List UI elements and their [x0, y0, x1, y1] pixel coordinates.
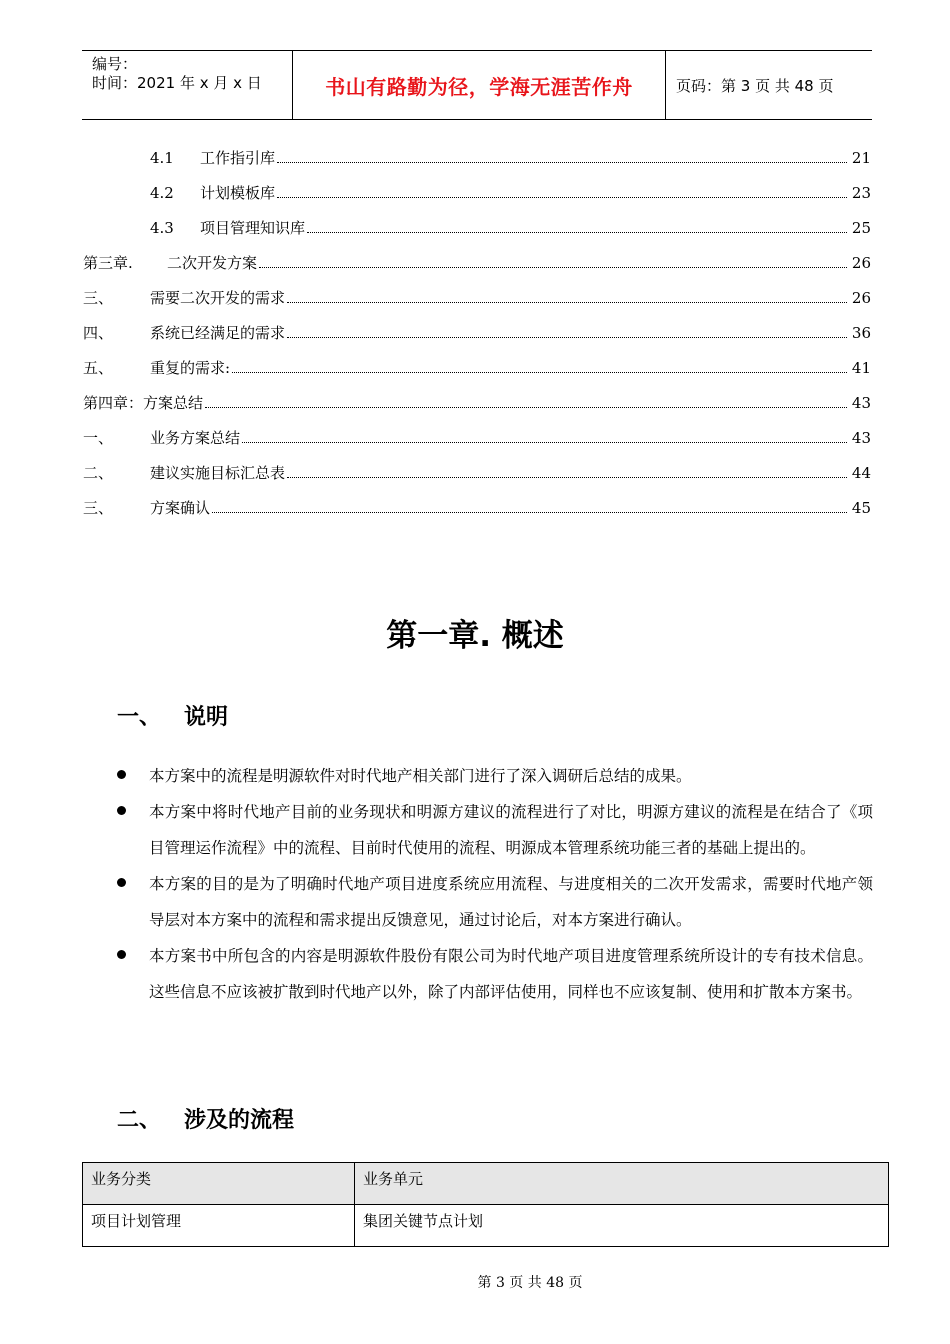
toc-leader — [287, 465, 847, 478]
toc-leader — [212, 500, 847, 513]
toc-entry[interactable] — [83, 322, 871, 344]
toc-title: 计划模板库 — [200, 184, 276, 202]
list-item-text: 本方案书中所包含的内容是明源软件股份有限公司为时代地产项目进度管理系统所设计的专有技术信息。这些信息不应该被扩散到时代地产以外，除了内部评估使用，同样也不应该复制、使用和扩散本方案书。 — [149, 947, 873, 1001]
header-time: 时间：2021 年 x 月 x 日 — [92, 74, 262, 92]
toc-page: 43 — [851, 429, 871, 447]
toc-title: 重复的需求: — [150, 359, 231, 377]
toc-number: 4.2 — [150, 184, 174, 202]
toc-title: 方案确认 — [150, 499, 211, 517]
bullet-icon — [117, 758, 149, 794]
toc-title: 系统已经满足的需求 — [150, 324, 286, 342]
toc-entry[interactable] — [83, 427, 871, 449]
list-item — [117, 866, 873, 938]
toc-entry[interactable] — [83, 497, 871, 519]
toc-entry[interactable] — [83, 357, 871, 379]
toc-number: 二、 — [83, 464, 114, 482]
toc-leader — [259, 255, 847, 268]
header-code: 编号： — [92, 55, 138, 73]
toc-entry[interactable] — [83, 392, 871, 414]
toc-entry[interactable] — [83, 287, 871, 309]
toc-title: 二次开发方案 — [167, 254, 258, 272]
toc-page: 21 — [851, 149, 871, 167]
table-cell: 集团关键节点计划 — [355, 1205, 889, 1247]
section-title: 涉及的流程 — [184, 1108, 295, 1133]
bullet-icon — [117, 938, 149, 1010]
list-item-text: 本方案中将时代地产目前的业务现状和明源方建议的流程进行了对比，明源方建议的流程是在结合了《项目管理运作流程》中的流程、目前时代使用的流程、明源成本管理系统功能三者的基础上提出的。 — [149, 803, 873, 857]
toc-number: 第四章： — [83, 394, 144, 412]
bullet-icon — [117, 866, 149, 938]
toc-leader — [287, 290, 847, 303]
page-header — [82, 50, 872, 120]
toc-number: 四、 — [83, 324, 114, 342]
toc-leader — [232, 360, 847, 373]
toc-page: 36 — [851, 324, 871, 342]
toc-page: 25 — [851, 219, 871, 237]
toc-title: 业务方案总结 — [150, 429, 241, 447]
header-page-info: 页码：第 3 页 共 48 页 — [676, 76, 834, 95]
toc-entry[interactable] — [83, 252, 871, 274]
chapter-title: 第一章. 概述 — [386, 618, 564, 654]
toc-leader — [277, 185, 847, 198]
toc-title: 建议实施目标汇总表 — [150, 464, 286, 482]
toc-entry[interactable] — [83, 462, 871, 484]
toc-page: 23 — [851, 184, 871, 202]
list-item-text: 本方案中的流程是明源软件对时代地产相关部门进行了深入调研后总结的成果。 — [149, 767, 692, 785]
toc-number: 一、 — [83, 429, 114, 447]
toc-leader — [277, 150, 847, 163]
bullet-list — [117, 758, 873, 1010]
toc-number: 4.3 — [150, 219, 174, 237]
list-item — [117, 794, 873, 866]
section-heading — [117, 1103, 294, 1134]
toc-number: 五、 — [83, 359, 114, 377]
header-motto: 书山有路勤为径，学海无涯苦作舟 — [292, 51, 666, 119]
page-footer: 第 3 页 共 48 页 — [477, 1275, 583, 1291]
toc-page: 45 — [851, 499, 871, 517]
toc-leader — [287, 325, 847, 338]
toc-leader — [307, 220, 847, 233]
toc-title: 需要二次开发的需求 — [150, 289, 286, 307]
section-number: 一、 — [117, 705, 162, 730]
process-table — [82, 1162, 889, 1247]
toc-number: 4.1 — [150, 149, 174, 167]
toc-title: 项目管理知识库 — [200, 219, 306, 237]
table-cell: 项目计划管理 — [83, 1205, 355, 1247]
header-meta — [82, 51, 292, 119]
table-header-row — [83, 1163, 889, 1205]
toc-page: 26 — [851, 289, 871, 307]
toc-number: 三、 — [83, 499, 114, 517]
toc-entry[interactable] — [83, 217, 871, 239]
table-header-cell: 业务单元 — [355, 1163, 889, 1205]
list-item-text: 本方案的目的是为了明确时代地产项目进度系统应用流程、与进度相关的二次开发需求，需要时代地产领导层对本方案中的流程和需求提出反馈意见，通过讨论后，对本方案进行确认。 — [149, 875, 873, 929]
toc-page: 43 — [851, 394, 871, 412]
toc-number: 第三章. — [83, 254, 133, 272]
list-item — [117, 758, 873, 794]
toc-page: 44 — [851, 464, 871, 482]
toc-leader — [242, 430, 847, 443]
toc-title: 工作指引库 — [200, 149, 276, 167]
toc-entry[interactable] — [83, 182, 871, 204]
section-title: 说明 — [184, 705, 229, 730]
table-header-cell: 业务分类 — [83, 1163, 355, 1205]
section-heading — [117, 700, 228, 731]
table-row — [83, 1205, 889, 1247]
toc-page: 26 — [851, 254, 871, 272]
list-item — [117, 938, 873, 1010]
bullet-icon — [117, 794, 149, 866]
toc-leader — [205, 395, 847, 408]
toc-page: 41 — [851, 359, 871, 377]
toc-number: 三、 — [83, 289, 114, 307]
toc-title: 方案总结 — [143, 394, 204, 412]
section-number: 二、 — [117, 1108, 162, 1133]
toc-entry[interactable] — [83, 147, 871, 169]
